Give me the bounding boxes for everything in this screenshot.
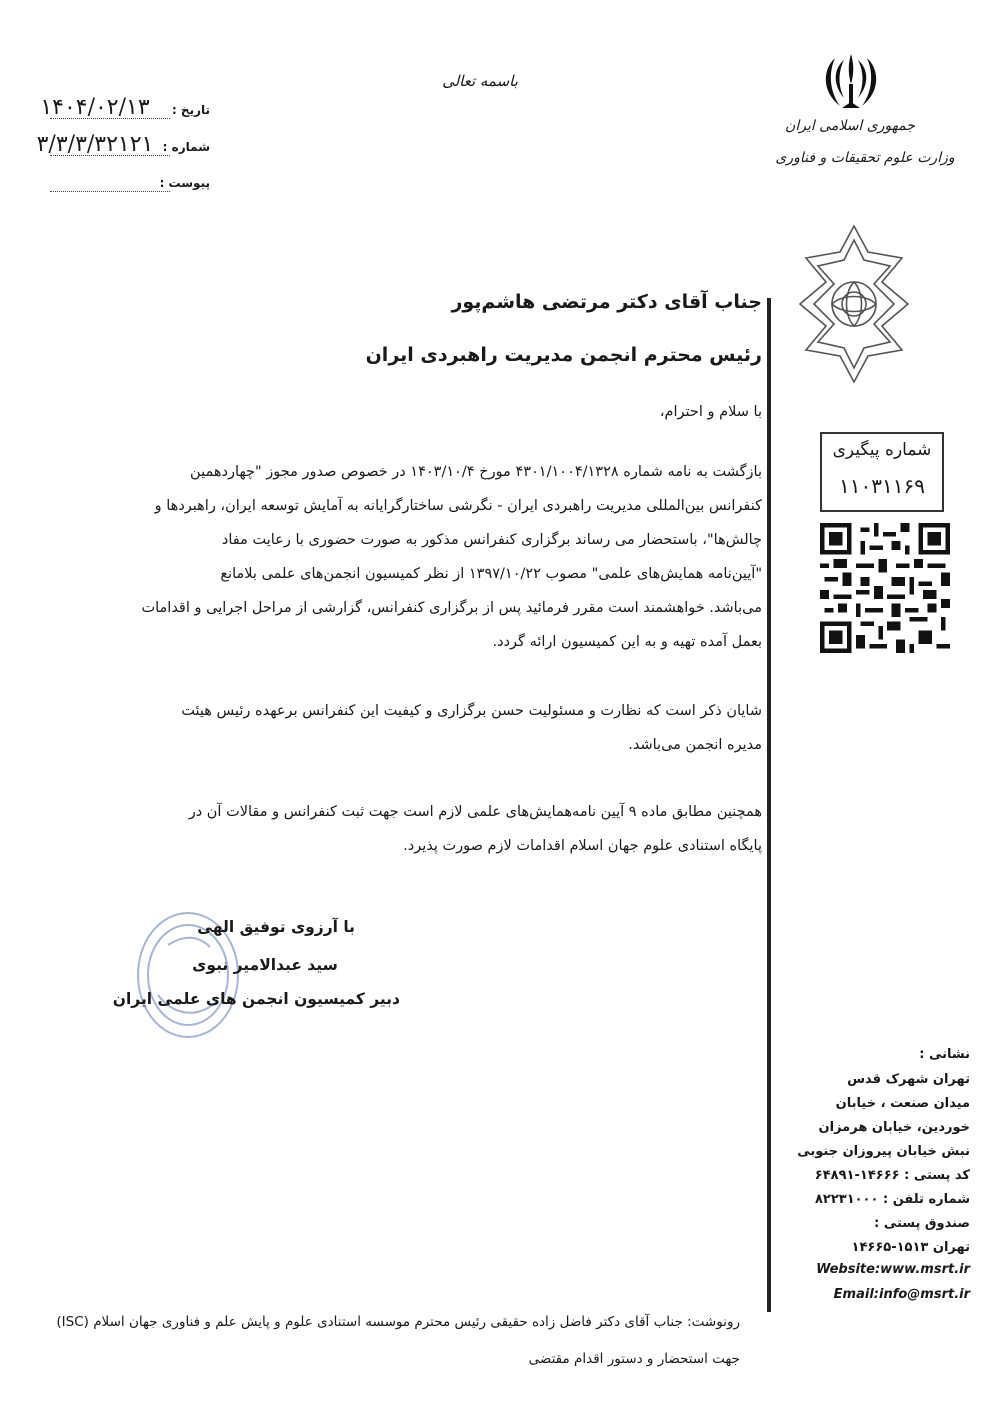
paragraph-1-line: بعمل آمده تهیه و به این کمیسیون ارائه گردد. — [492, 634, 762, 650]
number-row — [20, 134, 210, 158]
paragraph-2 — [72, 694, 762, 762]
attachment-row — [20, 170, 210, 194]
paragraph-3-line: همچنین مطابق ماده ۹ آیین نامه‌همایش‌های علمی لازم است جهت ثبت کنفرانس و مقالات آن در — [188, 804, 762, 820]
paragraph-1-line: "آیین‌نامه همایش‌های علمی" مصوب ۱۳۹۷/۱۰/۲۲ از نظر کمیسیون انجمن‌های علمی بلامانع — [220, 566, 762, 582]
paragraph-3-line: پایگاه استنادی علوم جهان اسلام اقدامات لازم صورت پذیرد. — [403, 838, 762, 854]
po-box: تهران ۱۵۱۳-۱۴۶۶۵ — [851, 1240, 970, 1255]
ornament-icon — [798, 224, 910, 384]
number-value: ۳/۳/۳/۳۲۱۲۱ — [36, 132, 154, 157]
paragraph-3 — [72, 795, 762, 863]
paragraph-1-line: می‌باشد. خواهشمند است مقرر فرمائید پس از برگزاری کنفرانس، گزارشی از مراحل اجرایی و اقدامات — [141, 600, 762, 616]
cc-line-1: رونوشت: جناب آقای دکتر فاضل زاده حقیقی رئیس محترم موسسه استنادی علوم و پایش علم و فناوری جهان اسلام (ISC) — [56, 1314, 740, 1330]
address-line: میدان صنعت ، خیابان — [835, 1096, 970, 1111]
postal-code: کد پستی : ۱۴۶۶۶-۶۴۸۹۱ — [814, 1168, 970, 1183]
date-row — [20, 97, 210, 121]
paragraph-2-line: شایان ذکر است که نظارت و مسئولیت حسن برگزاری و کیفیت این کنفرانس برعهده رئیس هیئت — [181, 703, 762, 719]
iran-emblem-icon — [818, 50, 884, 114]
basmala: باسمه تعالی — [442, 72, 518, 90]
tracking-box — [820, 432, 944, 512]
date-value: ۱۴۰۴/۰۲/۱۳ — [40, 95, 150, 120]
dotted-line — [50, 191, 170, 192]
address-line: تهران شهرک قدس — [847, 1072, 970, 1087]
attachment-label: پیوست : — [159, 176, 210, 190]
signature-closing: با آرزوی توفیق الهی — [197, 918, 355, 936]
dotted-line — [50, 118, 170, 119]
signature-title: دبیر کمیسیون انجمن های علمی ایران — [112, 990, 400, 1008]
email-link[interactable]: Email:info@msrt.ir — [833, 1287, 970, 1302]
address-label: نشانی : — [919, 1047, 970, 1062]
org-line-2: وزارت علوم تحقیقات و فناوری — [775, 150, 955, 166]
tracking-label: شماره پیگیری — [832, 440, 932, 460]
paragraph-1-line: چالش‌ها"، باستحضار می رساند برگزاری کنفرانس مذکور به صورت حضوری با رعایت مفاد — [221, 532, 762, 548]
date-label: تاریخ : — [171, 103, 210, 117]
recipient-title: رئیس محترم انجمن مدیریت راهبردی ایران — [365, 344, 762, 366]
paragraph-2-line: مدیره انجمن می‌باشد. — [628, 737, 762, 753]
po-box-label: صندوق پستی : — [874, 1216, 970, 1231]
greeting-text: با سلام و احترام، — [659, 404, 762, 420]
greeting — [72, 395, 762, 429]
tracking-number: ۱۱۰۳۱۱۶۹ — [839, 474, 925, 498]
paragraph-1-line: کنفرانس بین‌المللی مدیریت راهبردی ایران - نگرشی ساختارگرایانه به آمایش توسعه ایران، راهبردها و — [154, 498, 762, 514]
website-link[interactable]: Website:www.msrt.ir — [816, 1262, 970, 1277]
dotted-line — [50, 155, 170, 156]
phone-number: شماره تلفن : ۸۲۲۳۱۰۰۰ — [814, 1192, 970, 1207]
address-line: خوردین، خیابان هرمزان — [818, 1120, 970, 1135]
cc-line-2: جهت استحضار و دستور اقدام مقتضی — [528, 1351, 740, 1367]
org-line-1: جمهوری اسلامی ایران — [785, 118, 915, 134]
paragraph-1-line: بازگشت به نامه شماره ۴۳۰۱/۱۰۰۴/۱۳۲۸ مورخ ۱۴۰۳/۱۰/۴ در خصوص صدور مجوز "چهاردهمین — [190, 464, 762, 480]
qr-code-icon — [820, 523, 950, 653]
signature-name: سید عبدالامیر نبوی — [192, 956, 338, 974]
number-label: شماره : — [162, 140, 210, 154]
recipient-name: جناب آقای دکتر مرتضی هاشم‌پور — [451, 291, 762, 313]
paragraph-1 — [72, 455, 762, 659]
address-line: نبش خیابان پیروزان جنوبی — [797, 1144, 970, 1159]
margin-rule — [767, 298, 771, 1312]
